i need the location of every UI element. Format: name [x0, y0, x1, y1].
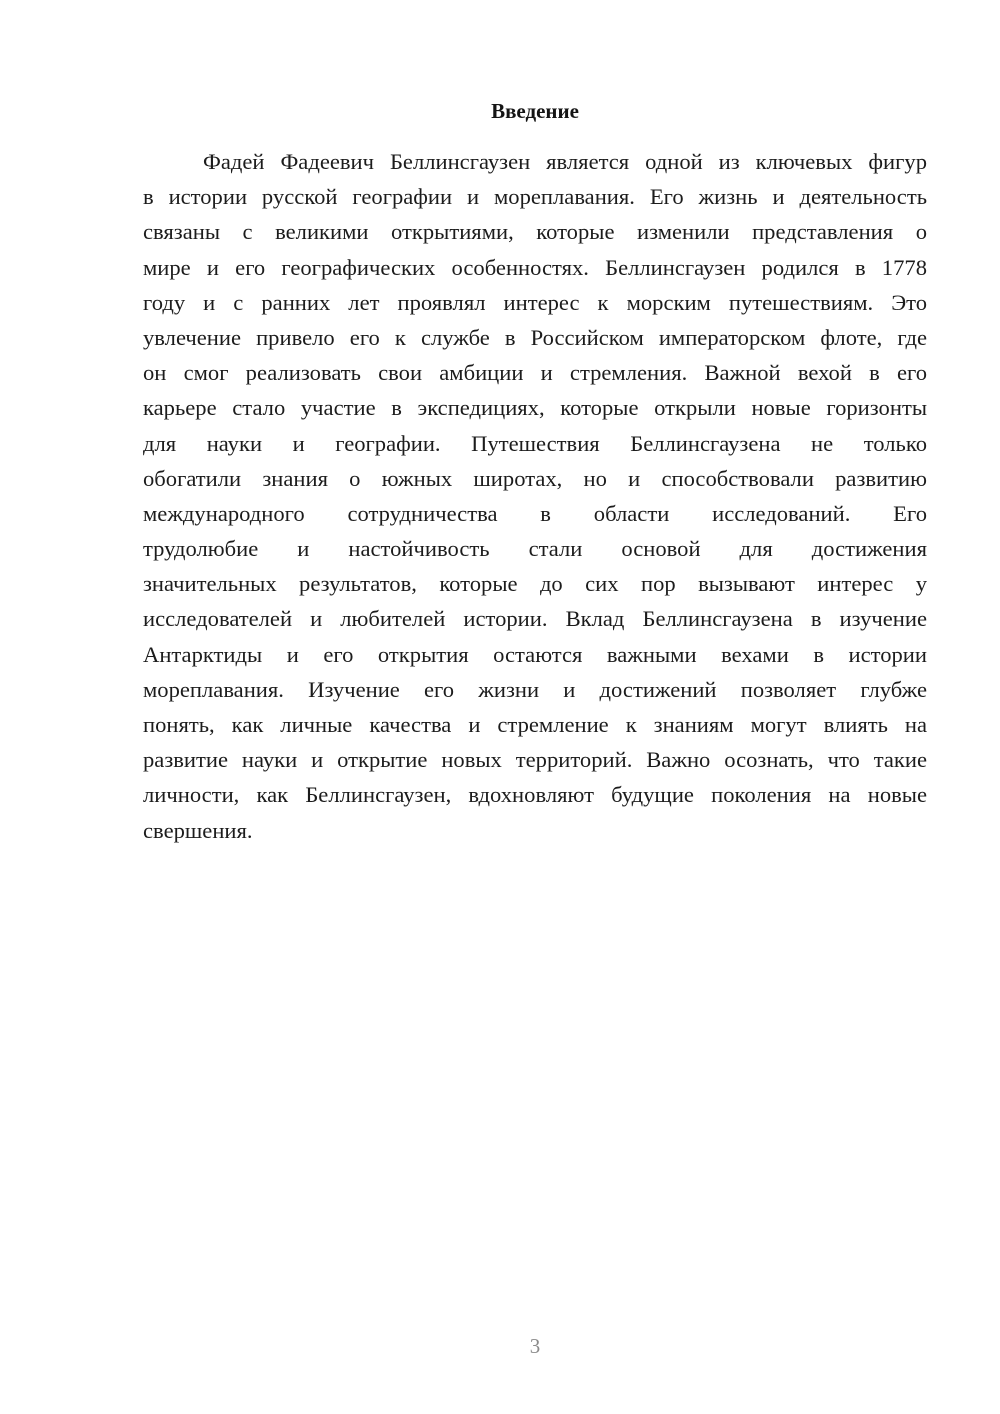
paragraph-line: в истории русской географии и мореплавания. Его жизнь и деятельность — [143, 184, 927, 210]
paragraph-line: развитие науки и открытие новых территорий. Важно осознать, что такие — [143, 747, 927, 773]
paragraph-line: свершения. — [143, 817, 253, 843]
paragraph-line: мореплавания. Изучение его жизни и достижений позволяет глубже — [143, 676, 927, 702]
paragraph-line: он смог реализовать свои амбиции и стремления. Важной вехой в его — [143, 360, 927, 386]
paragraph-line: мире и его географических особенностях. Беллинсгаузен родился в 1778 — [143, 254, 927, 280]
paragraph-line: Антарктиды и его открытия остаются важными вехами в истории — [143, 641, 927, 667]
paragraph-line: году и с ранних лет проявлял интерес к морским путешествиям. Это — [143, 289, 927, 315]
paragraph-line: связаны с великими открытиями, которые изменили представления о — [143, 219, 927, 245]
paragraph-line: для науки и географии. Путешествия Беллинсгаузена не только — [143, 430, 927, 456]
paragraph-line: карьере стало участие в экспедициях, которые открыли новые горизонты — [143, 395, 927, 421]
page-number: 3 — [529, 1334, 541, 1358]
body-paragraph — [143, 144, 927, 848]
paragraph-line: личности, как Беллинсгаузен, вдохновляют будущие поколения на новые — [143, 782, 927, 808]
paragraph-line: увлечение привело его к службе в Российском императорском флоте, где — [143, 324, 927, 350]
paragraph-line: значительных результатов, которые до сих пор вызывают интерес у — [143, 571, 927, 597]
paragraph-line: обогатили знания о южных широтах, но и способствовали развитию — [143, 465, 927, 491]
paragraph-line: понять, как личные качества и стремление к знаниям могут влиять на — [143, 712, 927, 737]
section-heading: Введение — [491, 99, 579, 123]
paragraph-line: Фадей Фадеевич Беллинсгаузен является одной из ключевых фигур — [203, 149, 927, 174]
paragraph-line: трудолюбие и настойчивость стали основой для достижения — [143, 536, 927, 562]
paragraph-line: международного сотрудничества в области исследований. Его — [143, 500, 927, 526]
paragraph-line: исследователей и любителей истории. Вклад Беллинсгаузена в изучение — [143, 606, 927, 632]
